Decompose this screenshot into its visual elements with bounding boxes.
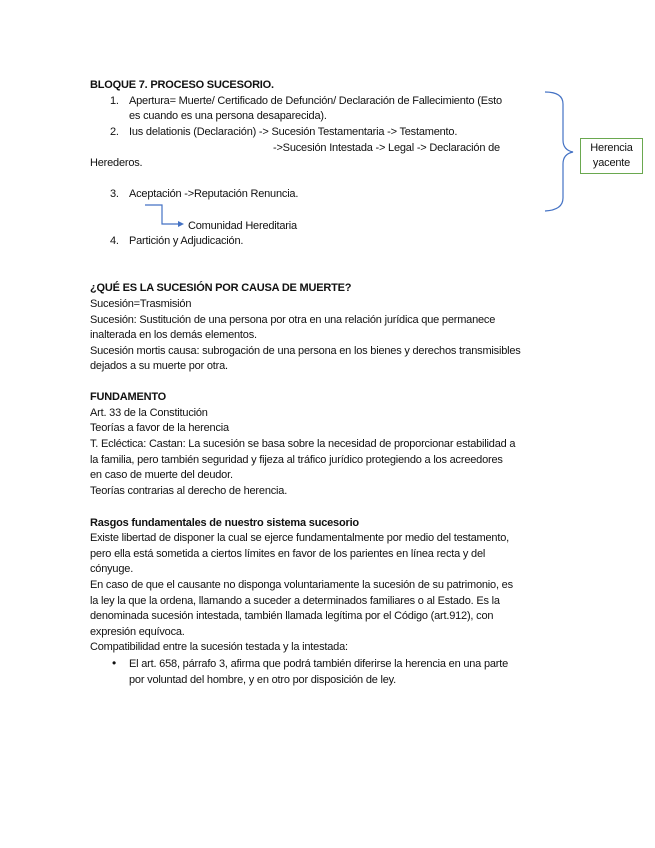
item-3-number: 3.	[110, 188, 119, 200]
block-title: BLOQUE 7. PROCESO SUCESORIO.	[90, 79, 274, 91]
que-es-line: inalterada en los demás elementos.	[90, 329, 257, 341]
item-2-number: 2.	[110, 126, 119, 138]
rasgos-line: Compatibilidad entre la sucesión testada y la intestada:	[90, 641, 348, 653]
item-4-line-1: Partición y Adjudicación.	[129, 235, 244, 247]
fundamento-line: la familia, pero también seguridad y fijeza al tráfico jurídico protegiendo a los acreedores	[90, 454, 503, 466]
item-1-line-2: es cuando es una persona desaparecida).	[129, 110, 327, 122]
item-4-number: 4.	[110, 235, 119, 247]
item-3-sub: Comunidad Hereditaria	[188, 220, 297, 232]
rasgos-line: la ley la que la ordena, llamando a suceder a determinados familiares o al Estado. Es la	[90, 595, 500, 607]
fundamento-line: T. Ecléctica: Castan: La sucesión se basa sobre la necesidad de proporcionar estabilidad a	[90, 438, 516, 450]
item-2-line-1: Ius delationis (Declaración) -> Sucesión Testamentaria -> Testamento.	[129, 126, 458, 138]
rasgos-line: En caso de que el causante no disponga voluntariamente la sucesión de su patrimonio, es	[90, 579, 513, 591]
right-brace-icon	[545, 92, 573, 211]
que-es-line: Sucesión=Trasmisión	[90, 298, 192, 310]
item-3-line-1: Aceptación ->Reputación Renuncia.	[129, 188, 299, 200]
que-es-line: dejados a su muerte por otra.	[90, 360, 228, 372]
que-es-line: Sucesión mortis causa: subrogación de una persona en los bienes y derechos transmisibles	[90, 345, 521, 357]
que-es-line: Sucesión: Sustitución de una persona por otra en una relación jurídica que permanece	[90, 314, 496, 326]
rasgos-line: Existe libertad de disponer la cual se ejerce fundamentalmente por medio del testamento,	[90, 532, 509, 544]
note-line-2: yacente	[592, 157, 631, 169]
rasgos-line: pero ella está sometida a ciertos límites en favor de los parientes en línea recta y del	[90, 548, 486, 560]
item-2-line-2: ->Sucesión Intestada -> Legal -> Declaración de	[273, 142, 500, 154]
bullet-line-2: por voluntad del hombre, y en otro por disposición de ley.	[129, 674, 397, 686]
note-line-1: Herencia	[590, 142, 633, 154]
que-es-heading: ¿QUÉ ES LA SUCESIÓN POR CAUSA DE MUERTE?	[90, 282, 352, 294]
fundamento-heading: FUNDAMENTO	[90, 391, 167, 403]
rasgos-line: expresión equívoca.	[90, 626, 185, 638]
arrow-head-icon	[178, 221, 184, 227]
fundamento-line: Art. 33 de la Constitución	[90, 407, 208, 419]
item-1-line-1: Apertura= Muerte/ Certificado de Defunción/ Declaración de Fallecimiento (Esto	[129, 95, 502, 107]
rasgos-line: cónyuge.	[90, 563, 134, 575]
fundamento-line: en caso de muerte del deudor.	[90, 469, 233, 481]
bullet-line-1: El art. 658, párrafo 3, afirma que podrá también diferirse la herencia en una parte	[129, 658, 509, 670]
rasgos-line: denominada sucesión intestada, también llamada legítima por el Código (art.912), con	[90, 610, 494, 622]
item-1-number: 1.	[110, 95, 119, 107]
rasgos-heading: Rasgos fundamentales de nuestro sistema sucesorio	[90, 517, 359, 529]
herencia-yacente-box	[580, 138, 643, 174]
item-2-line-3: Herederos.	[90, 157, 143, 169]
bullet-icon: •	[112, 656, 117, 670]
elbow-arrow-icon	[145, 205, 178, 224]
fundamento-line: Teorías contrarias al derecho de herencia.	[90, 485, 288, 497]
fundamento-line: Teorías a favor de la herencia	[90, 422, 229, 434]
